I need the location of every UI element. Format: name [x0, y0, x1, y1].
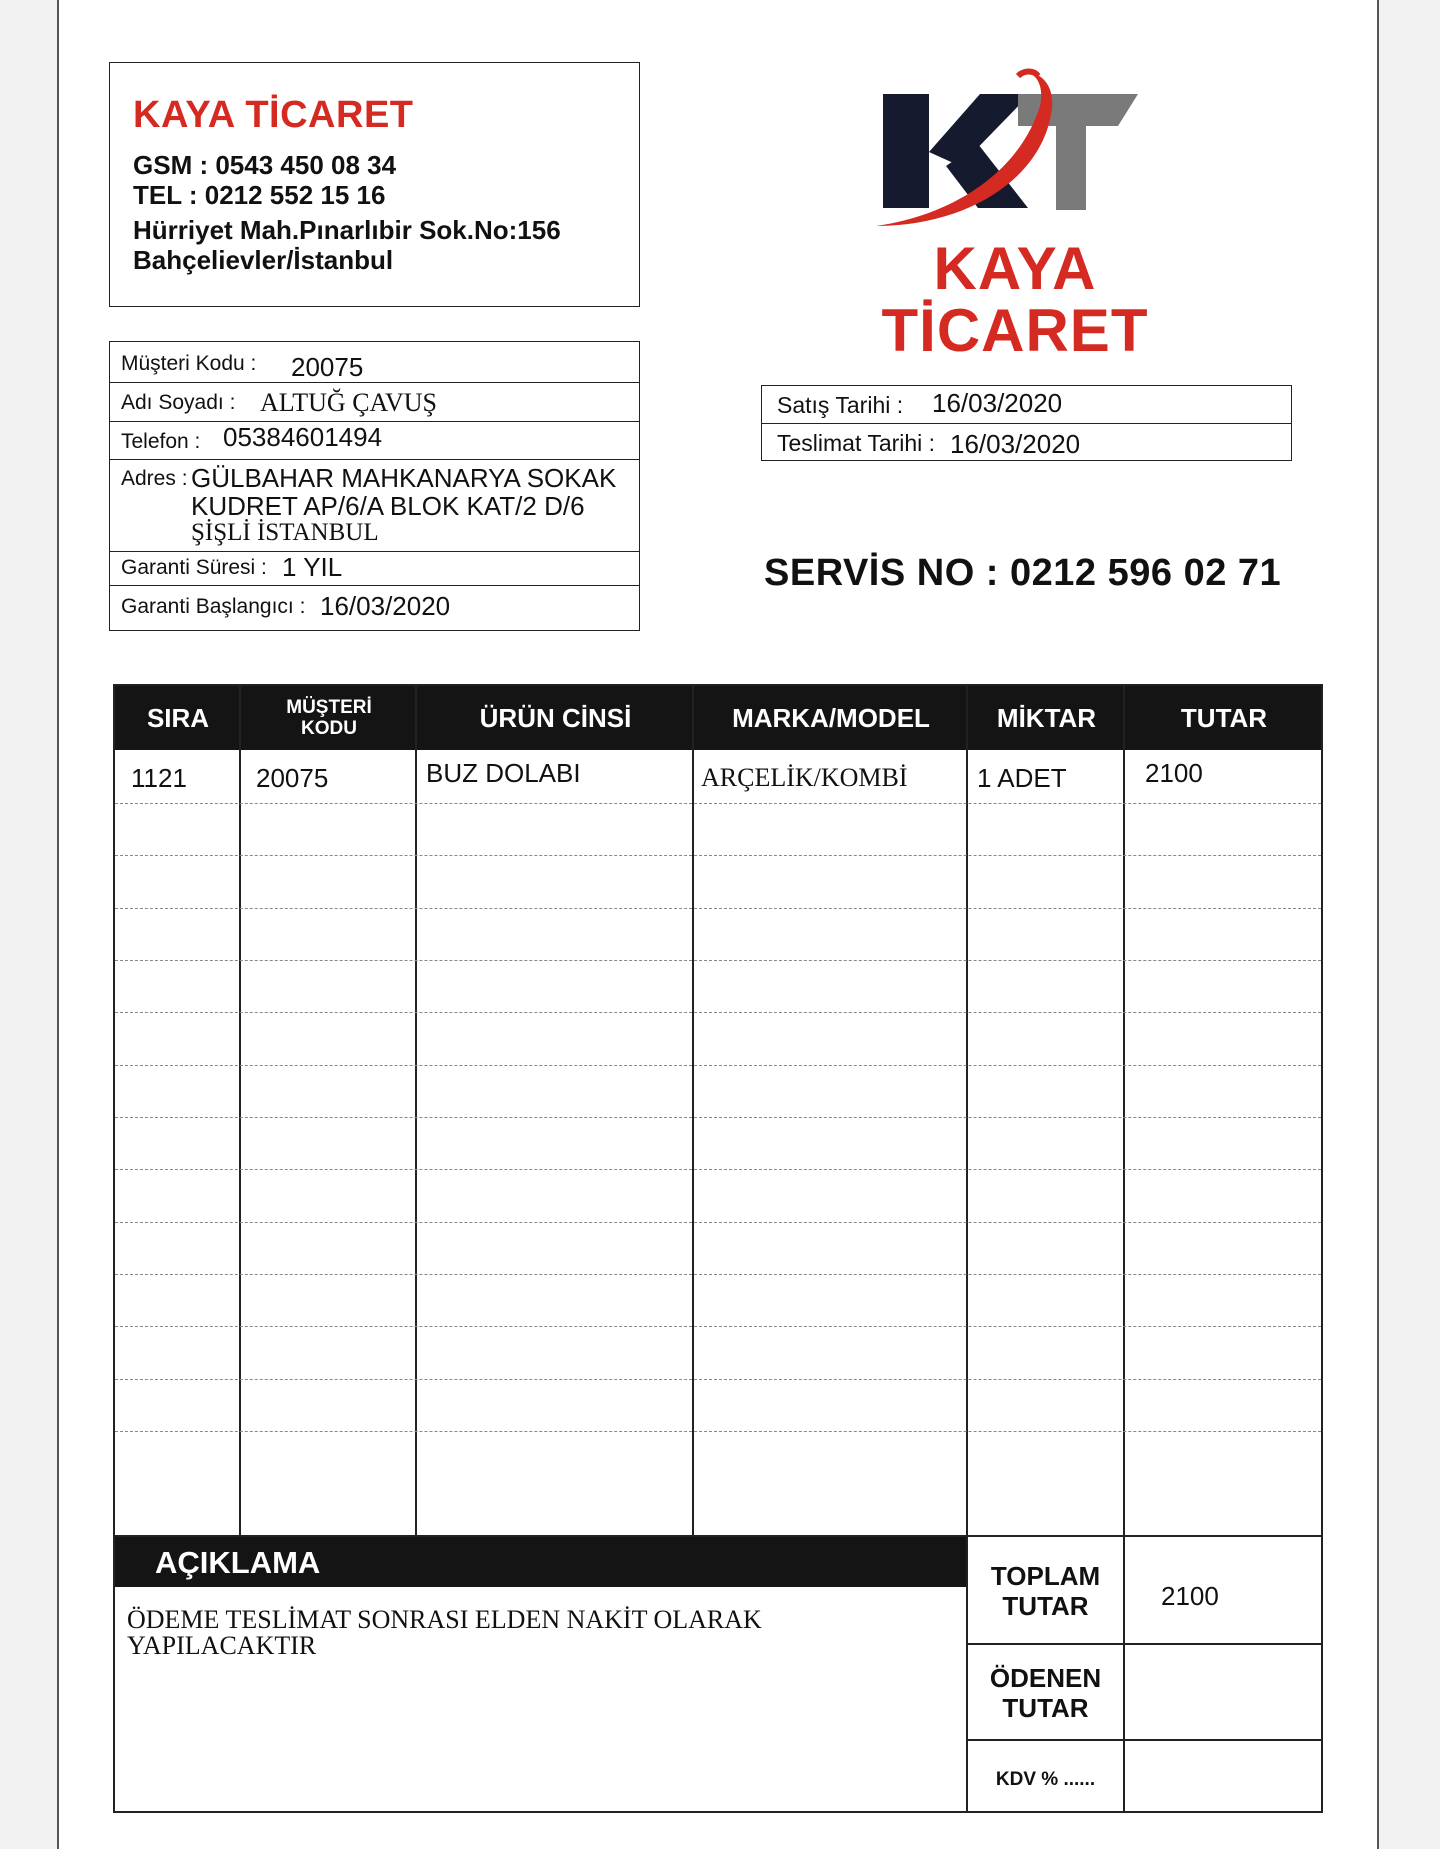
- company-address-line1: Hürriyet Mah.Pınarlıbir Sok.No:156: [133, 215, 561, 245]
- cell-miktar: 1 ADET: [977, 763, 1067, 793]
- cell-sira: 1121: [131, 763, 187, 793]
- sale-date-label: Satış Tarihi :: [777, 392, 904, 418]
- company-gsm: GSM : 0543 450 08 34: [133, 150, 397, 180]
- delivery-date-value: 16/03/2020: [950, 429, 1081, 459]
- customer-name-value: ALTUĞ ÇAVUŞ: [260, 388, 437, 417]
- logo-line1: KAYA: [933, 235, 1097, 302]
- customer-phone-label: Telefon :: [121, 430, 201, 453]
- column-divider: [1123, 686, 1125, 1535]
- row-divider: [115, 1117, 1321, 1118]
- customer-name-label: Adı Soyadı :: [121, 391, 236, 414]
- row-divider: [115, 960, 1321, 961]
- aciklama-text-line1: ÖDEME TESLİMAT SONRASI ELDEN NAKİT OLARAK: [127, 1605, 762, 1634]
- warranty-label: Garanti Süresi :: [121, 556, 267, 579]
- cell-tutar: 2100: [1145, 758, 1203, 788]
- row-divider: [115, 1431, 1321, 1432]
- header-musteri-kodu: [241, 686, 417, 750]
- cell-musteri-kodu: 20075: [256, 763, 329, 793]
- customer-address-line3: ŞİŞLİ İSTANBUL: [191, 519, 379, 546]
- customer-code-value: 20075: [291, 352, 364, 382]
- odenen-line1: ÖDENEN: [989, 1663, 1102, 1693]
- customer-code-label: Müşteri Kodu :: [121, 352, 257, 375]
- row-divider: [115, 1379, 1321, 1380]
- aciklama-text-line2: YAPILACAKTIR: [127, 1631, 317, 1660]
- header-musteri-line1: MÜŞTERİ: [286, 697, 372, 718]
- row-divider: [115, 1222, 1321, 1223]
- divider: [762, 423, 1291, 424]
- customer-phone-value: 05384601494: [223, 422, 383, 452]
- row-divider: [115, 855, 1321, 856]
- row-divider: [115, 1012, 1321, 1013]
- odenen-line2: TUTAR: [1002, 1693, 1089, 1723]
- warranty-value: 1 YIL: [282, 552, 343, 582]
- column-divider: [966, 686, 968, 1535]
- kt-logo-icon: [868, 66, 1148, 236]
- header-miktar: MİKTAR: [996, 702, 1097, 733]
- service-number: SERVİS NO : 0212 596 02 71: [764, 552, 1282, 594]
- company-name: KAYA TİCARET: [133, 94, 414, 136]
- customer-address-label: Adres :: [121, 467, 188, 490]
- product-table: [113, 684, 1323, 1537]
- divider: [966, 1739, 1321, 1741]
- divider: [110, 585, 639, 586]
- row-divider: [115, 908, 1321, 909]
- toplam-tutar-label: [968, 1561, 1123, 1621]
- divider: [110, 382, 639, 383]
- row-divider: [115, 1326, 1321, 1327]
- column-divider: [415, 686, 417, 1535]
- delivery-date-label: Teslimat Tarihi :: [777, 430, 936, 456]
- header-musteri-line2: KODU: [301, 718, 357, 739]
- customer-address-line2: KUDRET AP/6/A BLOK KAT/2 D/6: [191, 491, 585, 521]
- column-divider: [1123, 1537, 1125, 1811]
- divider: [966, 1643, 1321, 1645]
- row-divider: [115, 1169, 1321, 1170]
- warranty-start-value: 16/03/2020: [320, 591, 451, 621]
- customer-address-line1: GÜLBAHAR MAHKANARYA SOKAK: [191, 463, 617, 493]
- warranty-start-label: Garanti Başlangıcı :: [121, 595, 306, 618]
- aciklama-text: [127, 1607, 927, 1659]
- kdv-label: KDV % ......: [995, 1769, 1096, 1790]
- column-divider: [692, 686, 694, 1535]
- toplam-tutar-value: 2100: [1161, 1581, 1219, 1611]
- cell-urun-cinsi: BUZ DOLABI: [426, 758, 581, 788]
- header-sira: SIRA: [146, 702, 210, 733]
- divider: [110, 459, 639, 460]
- toplam-line1: TOPLAM: [990, 1561, 1101, 1591]
- aciklama-header: [115, 1537, 968, 1587]
- header-marka-model: MARKA/MODEL: [732, 702, 930, 733]
- cell-marka-model: ARÇELİK/KOMBİ: [701, 763, 908, 792]
- odenen-tutar-label: [968, 1663, 1123, 1723]
- row-divider: [115, 1065, 1321, 1066]
- company-address-line2: Bahçelievler/İstanbul: [133, 245, 394, 275]
- logo-line2: TİCARET: [881, 297, 1149, 364]
- company-tel: TEL : 0212 552 15 16: [133, 180, 386, 210]
- summary-section: [113, 1537, 1323, 1813]
- row-divider: [115, 1274, 1321, 1275]
- header-tutar: TUTAR: [1180, 702, 1268, 733]
- row-divider: [115, 803, 1321, 804]
- header-urun-cinsi: ÜRÜN CİNSİ: [479, 702, 632, 733]
- divider: [110, 551, 639, 552]
- aciklama-title: AÇIKLAMA: [155, 1545, 321, 1580]
- customer-address-value: [191, 464, 616, 546]
- sale-date-value: 16/03/2020: [932, 388, 1063, 418]
- toplam-line2: TUTAR: [1002, 1591, 1089, 1621]
- column-divider: [239, 686, 241, 1535]
- logo-text: [850, 235, 1180, 364]
